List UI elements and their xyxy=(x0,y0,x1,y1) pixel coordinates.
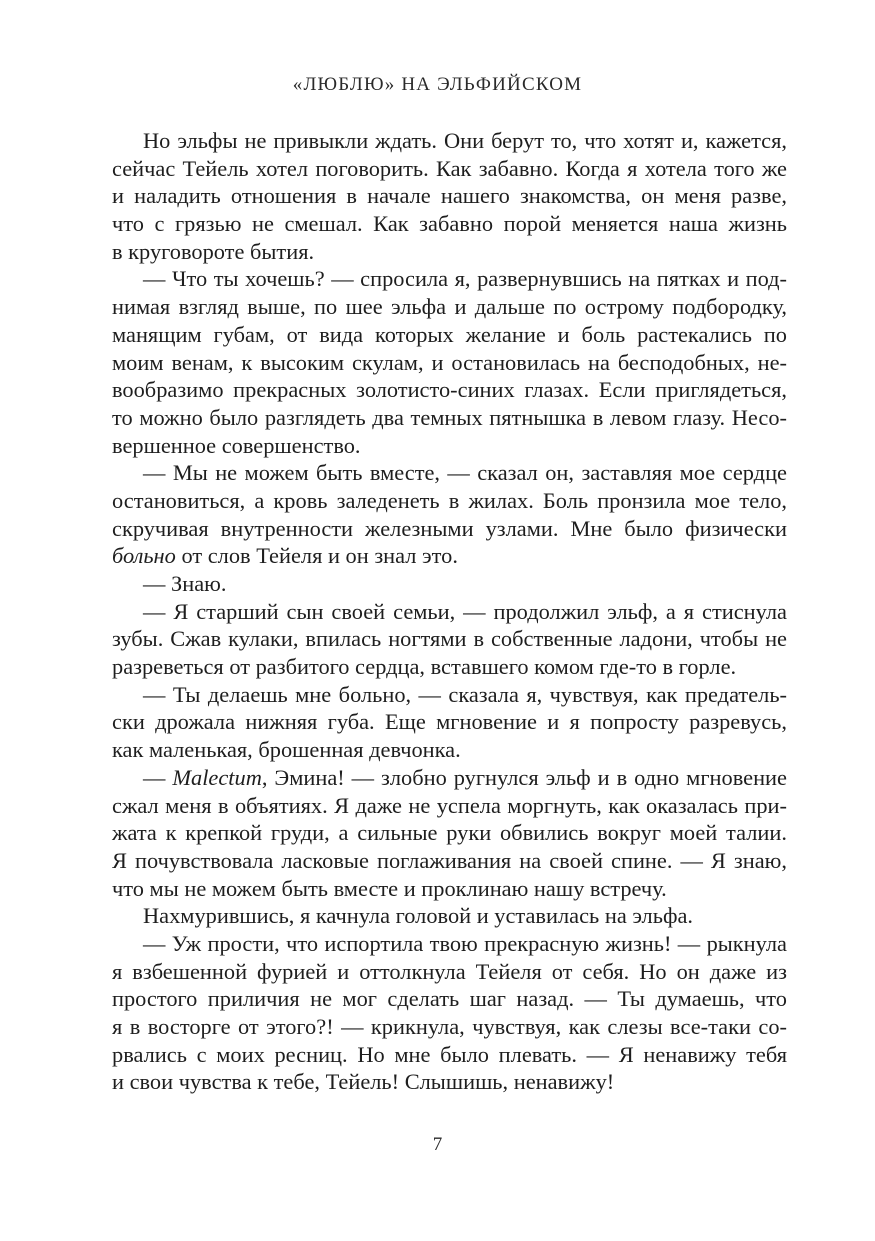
text-line xyxy=(112,182,787,210)
text-line xyxy=(112,598,787,626)
text-segment: что мы не можем быть вместе и проклинаю нашу встречу. xyxy=(112,875,667,901)
text-segment: сейчас Тейель хотел поговорить. Как забавно. Когда я хотела того же xyxy=(112,155,787,181)
text-line xyxy=(112,127,787,155)
text-line xyxy=(112,819,787,847)
paragraph xyxy=(112,459,787,570)
text-segment: — Ты делаешь мне больно, — сказала я, чувствуя, как предатель- xyxy=(143,681,787,707)
text-line xyxy=(112,459,787,487)
paragraph xyxy=(112,598,787,681)
paragraph xyxy=(112,930,787,1096)
text-segment: как маленькая, брошенная девчонка. xyxy=(112,737,461,763)
text-line xyxy=(112,265,787,293)
text-segment: — Знаю. xyxy=(143,571,227,596)
text-line xyxy=(112,847,787,875)
text-segment: скручивая внутренности железными узлами. Мне было физически xyxy=(112,515,787,541)
text-segment: простого приличия не мог сделать шаг назад. — Ты думаешь, что xyxy=(112,986,787,1012)
text-segment: нимая взгляд выше, по шее эльфа и дальше по острому подбородку, xyxy=(112,294,787,320)
text-segment: и свои чувства к тебе, Тейель! Слышишь, ненавижу! xyxy=(112,1069,615,1095)
text-segment: от слов Тейеля и он знал это. xyxy=(175,543,458,569)
page-number: 7 xyxy=(432,1134,443,1155)
paragraph xyxy=(112,570,787,598)
text-line xyxy=(112,958,787,986)
paragraph xyxy=(112,902,787,930)
text-line xyxy=(112,238,787,266)
text-segment: Я почувствовала ласковые поглаживания на своей спине. — Я знаю, xyxy=(112,847,787,873)
italic-text: Malectum xyxy=(172,764,262,790)
text-line xyxy=(112,1013,787,1041)
text-line xyxy=(112,349,787,377)
text-line xyxy=(112,1041,787,1069)
running-head: «ЛЮБЛЮ» НА ЭЛЬФИЙСКОМ xyxy=(292,74,583,95)
text-segment: я в восторге от этого?! — крикнула, чувствуя, как слезы все-таки со- xyxy=(112,1014,787,1039)
text-line xyxy=(112,985,787,1013)
body-text xyxy=(112,127,787,1096)
text-segment: что с грязью не смешал. Как забавно порой меняется наша жизнь xyxy=(112,211,787,237)
text-line xyxy=(112,708,787,736)
text-line xyxy=(112,902,787,930)
text-line xyxy=(112,1068,787,1096)
text-segment: — Что ты хочешь? — спросила я, развернувшись на пятках и под- xyxy=(143,266,787,292)
text-segment: — Я старший сын своей семьи, — продолжил эльф, а я стиснула xyxy=(143,598,787,624)
text-line xyxy=(112,293,787,321)
text-line xyxy=(112,376,787,404)
text-line xyxy=(112,404,787,432)
paragraph xyxy=(112,764,787,902)
text-segment: в круговороте бытия. xyxy=(112,238,315,264)
text-segment: , Эмина! — злобно ругнулся эльф и в одно мгновение xyxy=(261,764,787,790)
text-line xyxy=(112,570,787,598)
text-segment: разреветься от разбитого сердца, вставшего комом где-то в горле. xyxy=(112,654,737,680)
text-line xyxy=(112,210,787,238)
paragraph xyxy=(112,681,787,764)
text-segment: ски дрожала нижняя губа. Еще мгновение и я попросту разревусь, xyxy=(112,709,787,735)
text-line xyxy=(112,625,787,653)
text-line xyxy=(112,321,787,349)
text-segment: вообразимо прекрасных золотисто-синих глазах. Если приглядеться, xyxy=(112,377,787,403)
text-line xyxy=(112,792,787,820)
text-line xyxy=(112,155,787,183)
text-segment: остановиться, а кровь заледенеть в жилах. Боль пронзила мое тело, xyxy=(112,487,787,513)
text-line xyxy=(112,736,787,764)
text-line xyxy=(112,764,787,792)
text-line xyxy=(112,930,787,958)
text-segment: моим венам, к высоким скулам, и остановилась на бесподобных, не- xyxy=(112,349,787,375)
text-line xyxy=(112,432,787,460)
text-segment: я взбешенной фурией и оттолкнула Тейеля от себя. Но он даже из xyxy=(112,958,787,984)
text-segment: Нахмурившись, я качнула головой и уставилась на эльфа. xyxy=(143,903,693,929)
text-segment: манящим губам, от вида которых желание и боль растекались по xyxy=(112,321,787,347)
text-segment: — Уж прости, что испортила твою прекрасную жизнь! — рыкнула xyxy=(143,930,787,956)
text-line xyxy=(112,515,787,543)
text-segment: жата к крепкой груди, а сильные руки обвились вокруг моей талии. xyxy=(112,820,787,846)
text-segment: Но эльфы не привыкли ждать. Они берут то, что хотят и, кажется, xyxy=(143,128,787,153)
text-segment: рвались с моих ресниц. Но мне было плевать. — Я ненавижу тебя xyxy=(112,1041,787,1067)
text-segment: — xyxy=(143,764,173,790)
italic-text: больно xyxy=(112,543,176,569)
paragraph xyxy=(112,265,787,459)
text-segment: зубы. Сжав кулаки, впилась ногтями в собственные ладони, чтобы не xyxy=(112,626,787,652)
text-line xyxy=(112,653,787,681)
text-line xyxy=(112,681,787,709)
text-segment: сжал меня в объятиях. Я даже не успела моргнуть, как оказалась при- xyxy=(112,792,787,818)
text-segment: то можно было разглядеть два темных пятнышка в левом глазу. Несо- xyxy=(112,404,787,430)
text-segment: и наладить отношения в начале нашего знакомства, он меня разве, xyxy=(112,183,787,209)
text-segment: вершенное совершенство. xyxy=(112,432,361,458)
text-line xyxy=(112,542,787,570)
text-line xyxy=(112,487,787,515)
text-segment: — Мы не можем быть вместе, — сказал он, заставляя мое сердце xyxy=(143,460,787,486)
text-line xyxy=(112,875,787,903)
paragraph xyxy=(112,127,787,265)
